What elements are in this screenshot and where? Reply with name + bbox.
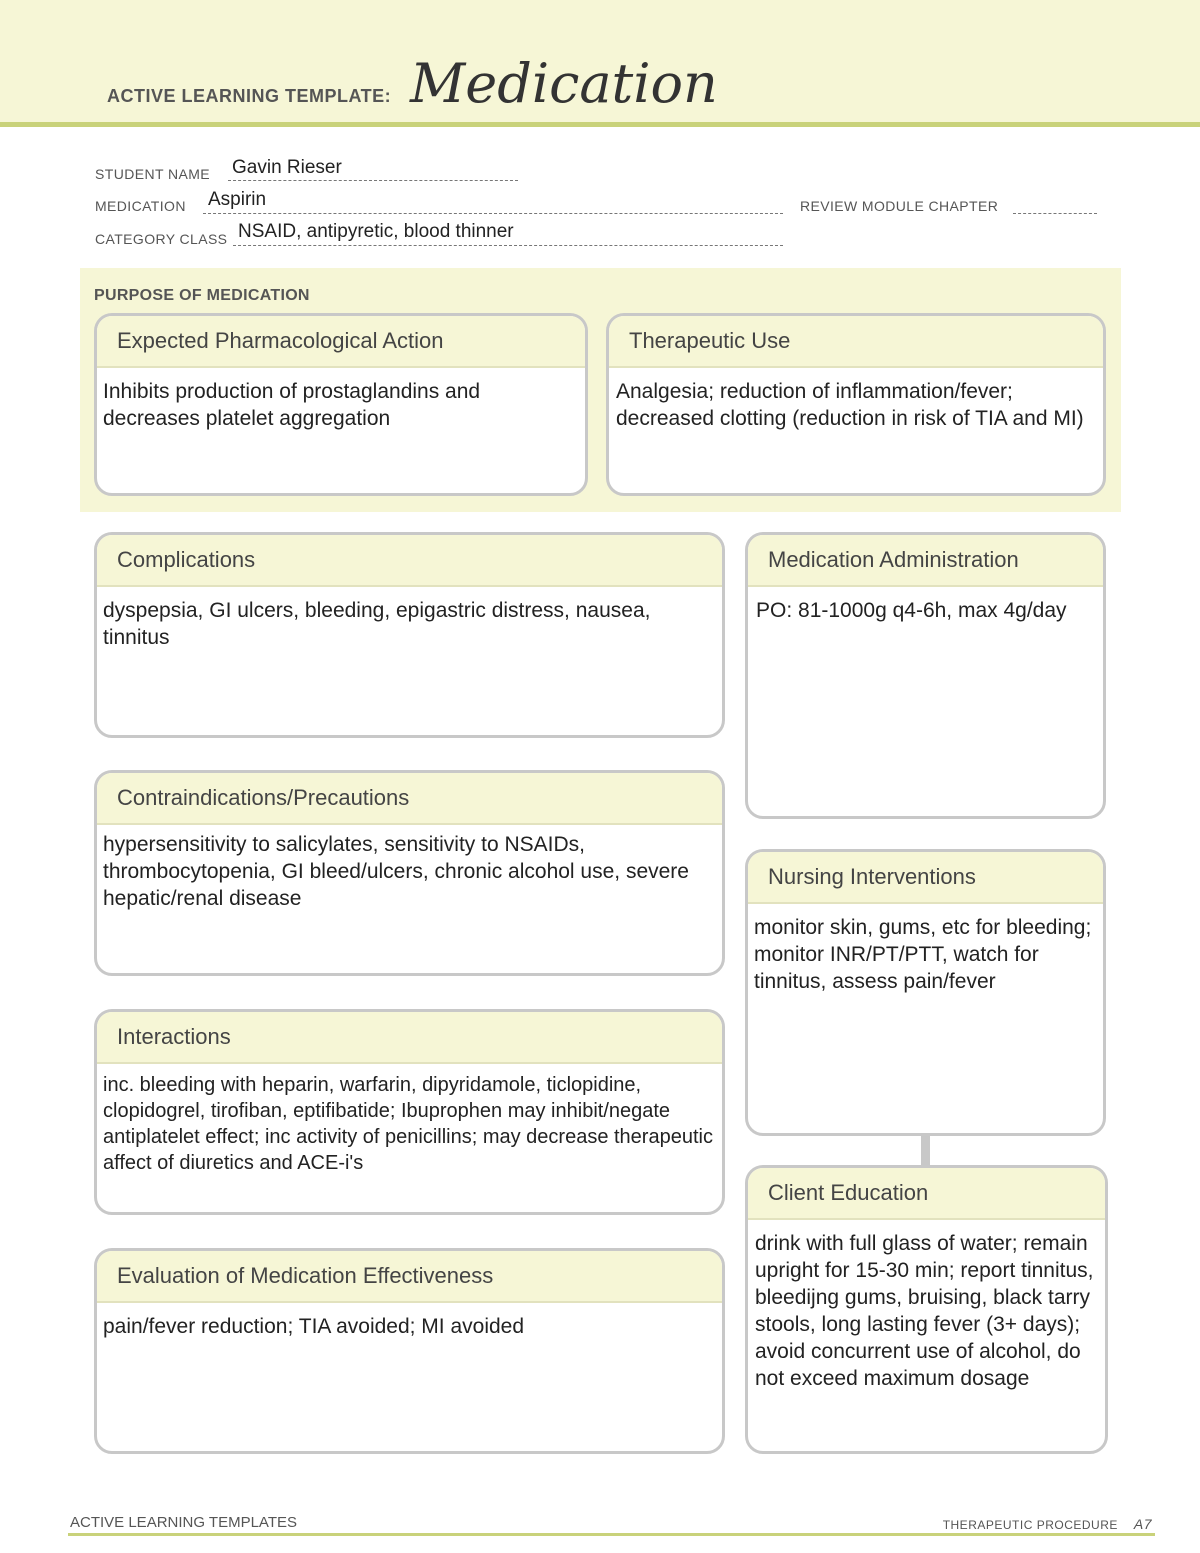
interactions-box bbox=[94, 1009, 725, 1215]
category-class-label: CATEGORY CLASS bbox=[95, 231, 228, 247]
evaluation-text[interactable]: pain/fever reduction; TIA avoided; MI avoided bbox=[103, 1315, 525, 1338]
nursing-interventions-box bbox=[745, 849, 1106, 1136]
client-education-title: Client Education bbox=[748, 1168, 1105, 1220]
review-module-field[interactable] bbox=[1013, 213, 1097, 214]
evaluation-title: Evaluation of Medication Effectiveness bbox=[97, 1251, 722, 1303]
therapeutic-use-box bbox=[606, 313, 1106, 496]
footer-procedure: THERAPEUTIC PROCEDURE bbox=[942, 1518, 1118, 1532]
medication-label: MEDICATION bbox=[95, 198, 186, 214]
client-education-text[interactable]: drink with full glass of water; remain upright for 15-30 min; report tinnitus, bleedijng gums, bruising, black tarry stools, long lasting fever (3+ days); avoid concurrent use of alcohol, do not exceed maximum dosage bbox=[755, 1232, 1094, 1390]
review-module-label: REVIEW MODULE CHAPTER bbox=[800, 198, 999, 214]
template-label: ACTIVE LEARNING TEMPLATE: bbox=[107, 86, 392, 106]
administration-box bbox=[745, 532, 1106, 819]
complications-title: Complications bbox=[97, 535, 722, 587]
expected-action-box bbox=[94, 313, 588, 496]
page-title: Medication bbox=[410, 52, 718, 115]
administration-text[interactable]: PO: 81-1000g q4-6h, max 4g/day bbox=[756, 599, 1067, 622]
student-name-line bbox=[228, 180, 518, 181]
contraindications-title: Contraindications/Precautions bbox=[97, 773, 722, 825]
category-class-field[interactable]: NSAID, antipyretic, blood thinner bbox=[238, 221, 514, 242]
footer-divider bbox=[68, 1533, 1155, 1536]
interactions-text[interactable]: inc. bleeding with heparin, warfarin, dipyridamole, ticlopidine, clopidogrel, tirofiban, eptifibatide; Ibuprophen may inhibit/negate antiplatelet effect; inc activity of penicillins; may decrease therapeutic affect of diuretics and ACE-i's bbox=[103, 1074, 713, 1174]
contraindications-text[interactable]: hypersensitivity to salicylates, sensitivity to NSAIDs, thrombocytopenia, GI bleed/ulcers, chronic alcohol use, severe hepatic/renal disease bbox=[103, 833, 689, 910]
medication-line bbox=[203, 213, 783, 214]
purpose-heading: PURPOSE OF MEDICATION bbox=[94, 287, 310, 304]
student-name-label: STUDENT NAME bbox=[95, 166, 210, 182]
evaluation-box bbox=[94, 1248, 725, 1454]
header-divider bbox=[0, 122, 1200, 127]
contraindications-box bbox=[94, 770, 725, 976]
administration-title: Medication Administration bbox=[748, 535, 1103, 587]
therapeutic-use-title: Therapeutic Use bbox=[609, 316, 1103, 368]
footer-left: ACTIVE LEARNING TEMPLATES bbox=[70, 1514, 297, 1531]
medication-field[interactable]: Aspirin bbox=[208, 189, 267, 210]
therapeutic-use-text[interactable]: Analgesia; reduction of inflammation/fever; decreased clotting (reduction in risk of TIA and MI) bbox=[616, 380, 1084, 430]
complications-box bbox=[94, 532, 725, 738]
student-name-field[interactable]: Gavin Rieser bbox=[232, 157, 342, 178]
nursing-interventions-text[interactable]: monitor skin, gums, etc for bleeding; monitor INR/PT/PTT, watch for tinnitus, assess pain/fever bbox=[754, 916, 1092, 993]
expected-action-title: Expected Pharmacological Action bbox=[97, 316, 585, 368]
footer-right bbox=[943, 1516, 1152, 1532]
complications-text[interactable]: dyspepsia, GI ulcers, bleeding, epigastric distress, nausea, tinnitus bbox=[103, 599, 651, 649]
expected-action-text[interactable]: Inhibits production of prostaglandins and decreases platelet aggregation bbox=[103, 380, 481, 430]
client-education-box bbox=[745, 1165, 1108, 1454]
connector-bar bbox=[921, 1133, 930, 1167]
interactions-title: Interactions bbox=[97, 1012, 722, 1064]
page-number: A7 bbox=[1133, 1516, 1152, 1532]
nursing-interventions-title: Nursing Interventions bbox=[748, 852, 1103, 904]
category-class-line bbox=[233, 245, 783, 246]
